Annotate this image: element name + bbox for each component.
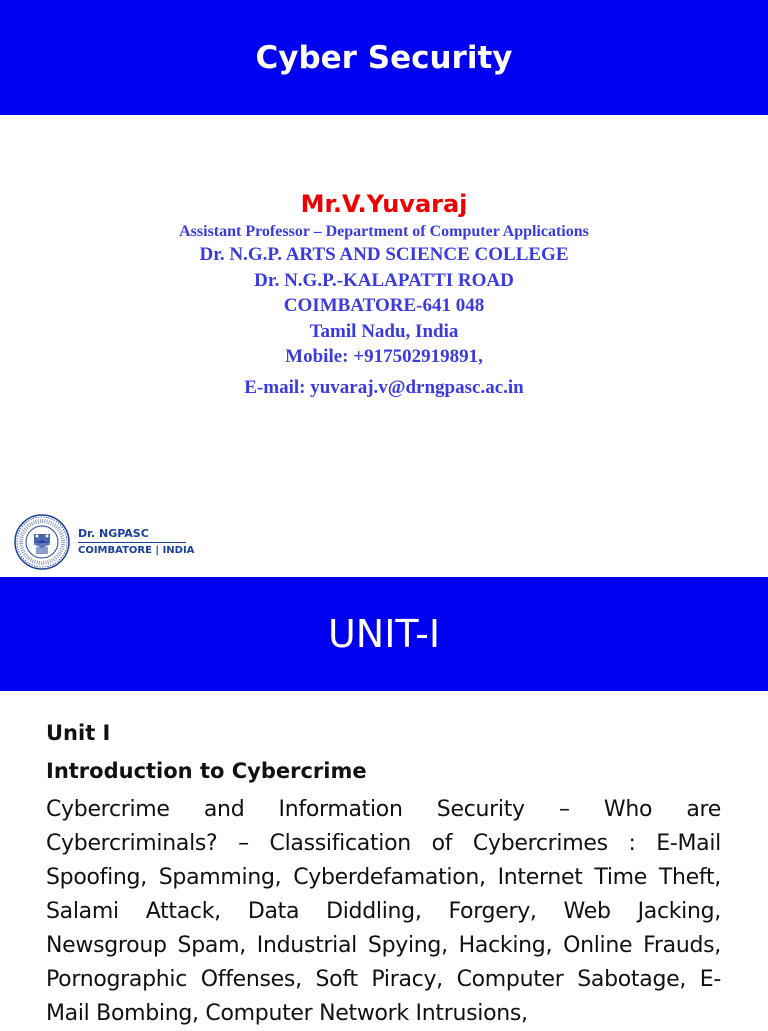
slide-header bbox=[0, 0, 768, 115]
unit-banner bbox=[0, 577, 768, 691]
logo-name: Dr. NGPASC bbox=[78, 527, 186, 543]
logo-subtitle: COIMBATORE | INDIA bbox=[78, 544, 195, 556]
syllabus-content bbox=[46, 716, 721, 1031]
topic-heading: Introduction to Cybercrime bbox=[46, 759, 367, 783]
slide-title: Cyber Security bbox=[255, 39, 513, 76]
college-logo bbox=[14, 513, 204, 571]
author-block bbox=[0, 186, 768, 400]
syllabus-text: Cybercrime and Information Security – Who are Cybercriminals? – Classification of Cybercrimes : E-Mail Spoofing, Spamming, Cyberdefamation, Internet Time Theft, Salami Attack, Data Diddling, Forgery, Web Jacking, Newsgroup Spam, Industrial Spying, Hacking, Online Frauds, Pornographic Offenses, Soft Piracy, Computer Sabotage, E-Mail Bombing, Computer Network Intrusions, bbox=[46, 797, 721, 1026]
author-role: Assistant Professor – Department of Computer Applications bbox=[179, 223, 589, 240]
college-seal-icon bbox=[14, 514, 70, 570]
college-state: Tamil Nadu, India bbox=[309, 320, 459, 342]
author-name: Mr.V.Yuvaraj bbox=[300, 190, 468, 218]
author-mobile: Mobile: +917502919891, bbox=[285, 346, 483, 367]
logo-text bbox=[78, 527, 194, 558]
college-road: Dr. N.G.P.-KALAPATTI ROAD bbox=[254, 269, 514, 291]
college-name: Dr. N.G.P. ARTS AND SCIENCE COLLEGE bbox=[199, 244, 569, 265]
college-city: COIMBATORE-641 048 bbox=[283, 295, 485, 316]
unit-heading: Unit I bbox=[46, 721, 111, 745]
unit-banner-title: UNIT-I bbox=[327, 612, 441, 656]
author-email: E-mail: yuvaraj.v@drngpasc.ac.in bbox=[244, 376, 524, 398]
